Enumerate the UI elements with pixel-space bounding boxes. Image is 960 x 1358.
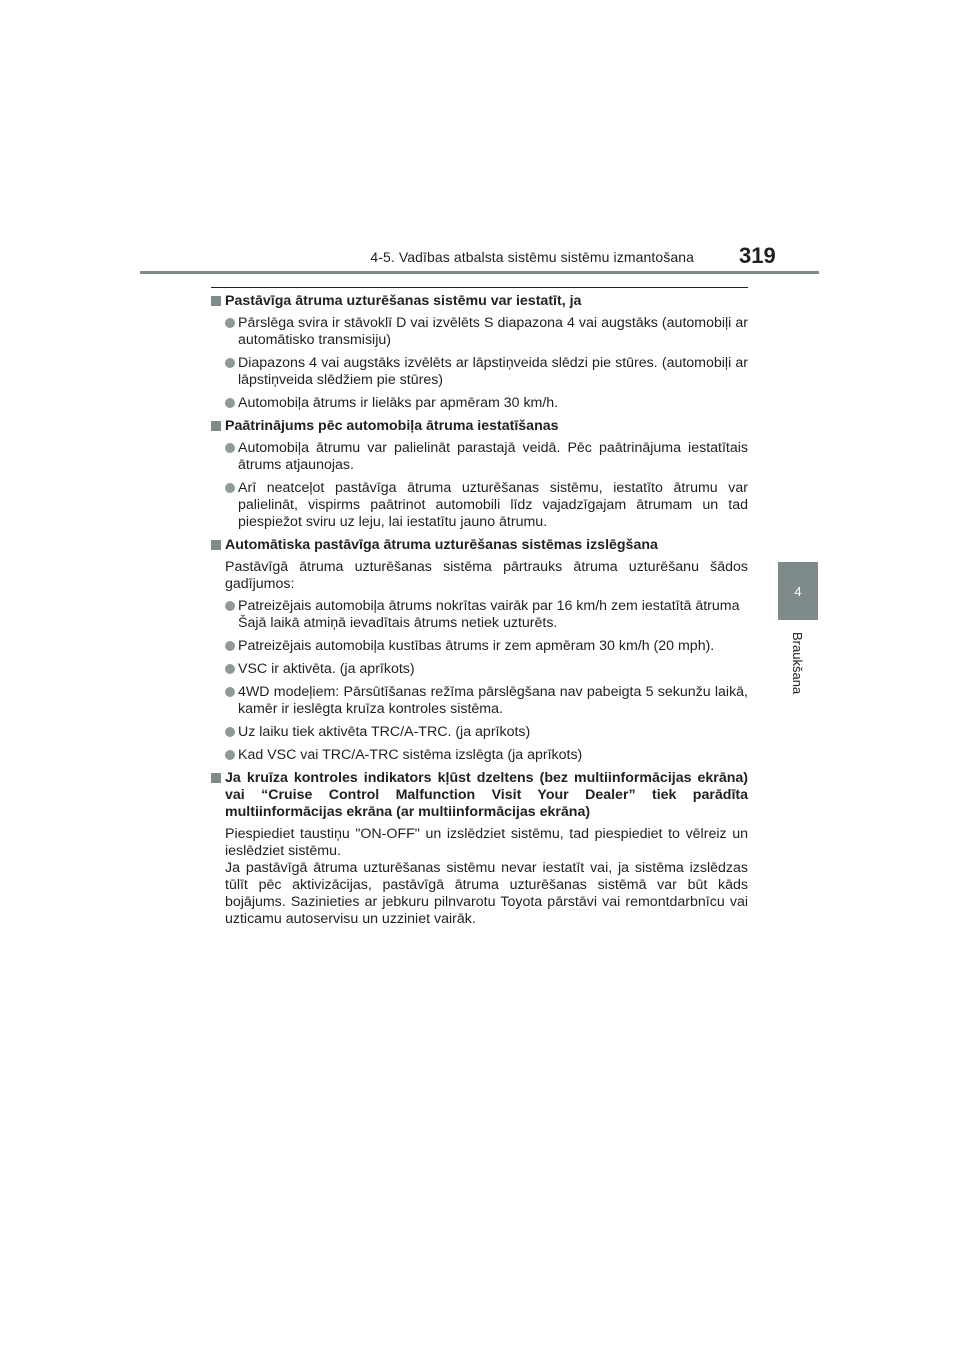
section-indicator-malfunction bbox=[211, 770, 748, 928]
circle-bullet-icon bbox=[225, 358, 235, 368]
square-bullet-icon bbox=[211, 421, 221, 431]
section-title: Pastāvīga ātruma uzturēšanas sistēmu var iestatīt, ja bbox=[211, 293, 748, 310]
list-item: Arī neatceļot pastāvīga ātruma uzturēšanas sistēmu, iestatīto ātrumu var palielināt, vispirms paātrinot automobili līdz vajadzīgajam ātrumam un tad piespiežot sviru uz leju, lai iestatītu jauno ātrumu. bbox=[211, 480, 748, 531]
square-bullet-icon bbox=[211, 773, 221, 783]
circle-bullet-icon bbox=[225, 483, 235, 493]
list-item: Automobiļa ātrums ir lielāks par apmēram 30 km/h. bbox=[211, 395, 748, 412]
list-item: 4WD modeļiem: Pārsūtīšanas režīma pārslēgšana nav pabeigta 5 sekunžu laikā, kamēr ir ieslēgta kruīza kontroles sistēma. bbox=[211, 684, 748, 718]
circle-bullet-icon bbox=[225, 687, 235, 697]
circle-bullet-icon bbox=[225, 641, 235, 651]
header-section-title: 4-5. Vadības atbalsta sistēmu sistēmu izmantošana bbox=[370, 249, 694, 265]
circle-bullet-icon bbox=[225, 318, 235, 328]
list-item: Uz laiku tiek aktivēta TRC/A-TRC. (ja aprīkots) bbox=[211, 724, 748, 741]
page-number: 319 bbox=[739, 243, 776, 268]
section-paragraph: Piespiediet taustiņu "ON-OFF" un izslēdziet sistēmu, tad piespiediet to vēlreiz un ieslēdziet sistēmu. Ja pastāvīgā ātruma uzturēšanas sistēmu nevar iestatīt vai, ja sistēma izslēdzas tūlīt pēc aktivizācijas, pastāvīgā ātruma uzturēšanas sistēmā var būt kāds bojājums. Sazinieties ar jebkuru pilnvarotu Toyota pārstāvi vai remontdarbnīcu vai uzticamu autoservisu un uzziniet vairāk. bbox=[225, 826, 748, 927]
circle-bullet-icon bbox=[225, 398, 235, 408]
circle-bullet-icon bbox=[225, 727, 235, 737]
section-title: Paātrinājums pēc automobiļa ātruma iestatīšanas bbox=[211, 418, 748, 435]
section-title: Automātiska pastāvīga ātruma uzturēšanas sistēmas izslēgšana bbox=[211, 537, 748, 554]
list-item: Diapazons 4 vai augstāks izvēlēts ar lāpstiņveida slēdzi pie stūres. (automobiļi ar lāpstiņveida slēdžiem pie stūres) bbox=[211, 355, 748, 389]
chapter-label: Braukšana bbox=[790, 632, 805, 695]
section-acceleration-after-set bbox=[211, 418, 748, 531]
section-title: Ja kruīza kontroles indikators kļūst dzeltens (bez multiinformācijas ekrāna) vai “Cruise Control Malfunction Visit Your Dealer” tiek parādīta multiinformācijas ekrāna (ar multiinformācijas ekrāna) bbox=[211, 770, 748, 821]
circle-bullet-icon bbox=[225, 664, 235, 674]
chapter-number: 4 bbox=[794, 583, 802, 599]
list-item: Patreizējais automobiļa kustības ātrums ir zem apmēram 30 km/h (20 mph). bbox=[211, 638, 748, 655]
chapter-tab bbox=[778, 562, 818, 620]
content-divider bbox=[211, 287, 748, 288]
square-bullet-icon bbox=[211, 540, 221, 550]
list-item-note: Šajā laikā atmiņā ievadītais ātrums netiek uzturēts. bbox=[238, 615, 558, 631]
section-intro: Pastāvīgā ātruma uzturēšanas sistēma pārtrauks ātruma uzturēšanu šādos gadījumos: bbox=[225, 559, 748, 592]
list-item: Pārslēga svira ir stāvoklī D vai izvēlēts S diapazona 4 vai augstāks (automobiļi ar automātisko transmisiju) bbox=[211, 315, 748, 349]
list-item: Kad VSC vai TRC/A-TRC sistēma izslēgta (ja aprīkots) bbox=[211, 747, 748, 764]
circle-bullet-icon bbox=[225, 750, 235, 760]
list-item: Automobiļa ātrumu var palielināt parastajā veidā. Pēc paātrinājuma iestatītais ātrums atjaunojas. bbox=[211, 440, 748, 474]
list-item: Patreizējais automobiļa ātrums nokrītas vairāk par 16 km/h zem iestatītā ātruma Šajā laikā atmiņā ievadītais ātrums netiek uzturēts. bbox=[211, 598, 748, 632]
section-cruise-set-conditions bbox=[211, 293, 748, 412]
circle-bullet-icon bbox=[225, 443, 235, 453]
header-divider bbox=[140, 271, 819, 274]
section-automatic-cancel bbox=[211, 537, 748, 764]
list-item: VSC ir aktivēta. (ja aprīkots) bbox=[211, 661, 748, 678]
circle-bullet-icon bbox=[225, 601, 235, 611]
page-content bbox=[211, 293, 748, 933]
square-bullet-icon bbox=[211, 296, 221, 306]
